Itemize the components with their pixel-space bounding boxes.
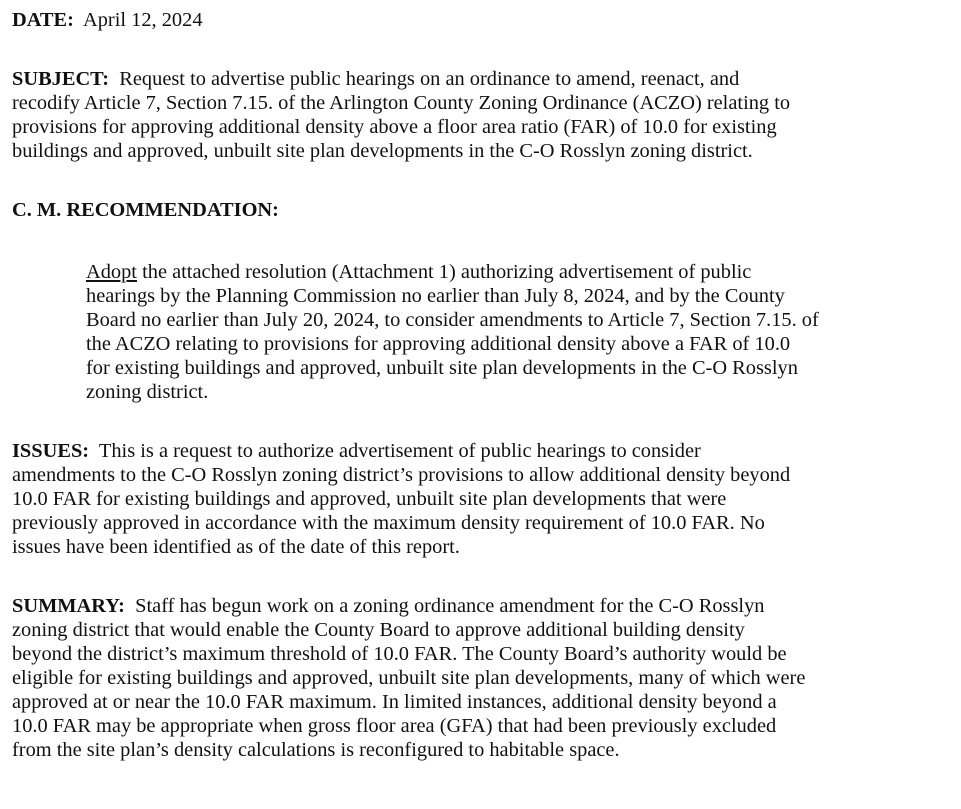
issues-label: ISSUES:	[12, 440, 90, 462]
summary-paragraph	[12, 594, 952, 762]
summary-line: approved at or near the 10.0 FAR maximum. In limited instances, additional density beyond a	[12, 691, 777, 713]
summary-line: beyond the district’s maximum threshold of 10.0 FAR. The County Board’s authority would be	[12, 643, 787, 665]
issues-line: ISSUES: This is a request to authorize advertisement of public hearings to consider	[12, 440, 701, 462]
date-value: April 12, 2024	[83, 9, 203, 31]
subject-line: recodify Article 7, Section 7.15. of the Arlington County Zoning Ordinance (ACZO) relating to	[12, 92, 791, 114]
subject-paragraph	[12, 67, 952, 163]
issues-line: 10.0 FAR for existing buildings and approved, unbuilt site plan developments that were	[12, 488, 727, 510]
document-page	[12, 8, 952, 762]
subject-line: SUBJECT: Request to advertise public hearings on an ordinance to amend, reenact, and	[12, 68, 740, 90]
issues-line: previously approved in accordance with the maximum density requirement of 10.0 FAR. No	[12, 512, 765, 534]
recommendation-paragraph	[12, 260, 952, 404]
issues-paragraph	[12, 439, 952, 559]
subject-line: provisions for approving additional density above a floor area ratio (FAR) of 10.0 for existing	[12, 116, 777, 138]
recommendation-line: hearings by the Planning Commission no earlier than July 8, 2024, and by the County	[86, 285, 785, 307]
summary-label: SUMMARY:	[12, 595, 125, 617]
summary-line: from the site plan’s density calculations is reconfigured to habitable space.	[12, 739, 620, 761]
adopt-verb: Adopt	[86, 261, 137, 283]
recommendation-line: for existing buildings and approved, unbuilt site plan developments in the C-O Rosslyn	[86, 357, 798, 379]
date-label: DATE:	[12, 9, 74, 31]
summary-line: zoning district that would enable the County Board to approve additional building density	[12, 619, 745, 641]
recommendation-line: zoning district.	[86, 381, 209, 403]
summary-line: eligible for existing buildings and approved, unbuilt site plan developments, many of which were	[12, 667, 806, 689]
date-line	[12, 8, 952, 32]
recommendation-line: the ACZO relating to provisions for approving additional density above a FAR of 10.0	[86, 333, 791, 355]
recommendation-line: Adopt the attached resolution (Attachment 1) authorizing advertisement of public	[86, 261, 752, 283]
recommendation-line: Board no earlier than July 20, 2024, to consider amendments to Article 7, Section 7.15. of	[86, 309, 819, 331]
recommendation-heading: C. M. RECOMMENDATION:	[12, 199, 279, 221]
summary-line: SUMMARY: Staff has begun work on a zoning ordinance amendment for the C-O Rosslyn	[12, 595, 765, 617]
subject-line: buildings and approved, unbuilt site plan developments in the C-O Rosslyn zoning district.	[12, 140, 753, 162]
summary-line: 10.0 FAR may be appropriate when gross floor area (GFA) that had been previously excluded	[12, 715, 777, 737]
issues-line: amendments to the C-O Rosslyn zoning district’s provisions to allow additional density beyond	[12, 464, 791, 486]
issues-line: issues have been identified as of the date of this report.	[12, 536, 460, 558]
subject-label: SUBJECT:	[12, 68, 110, 90]
